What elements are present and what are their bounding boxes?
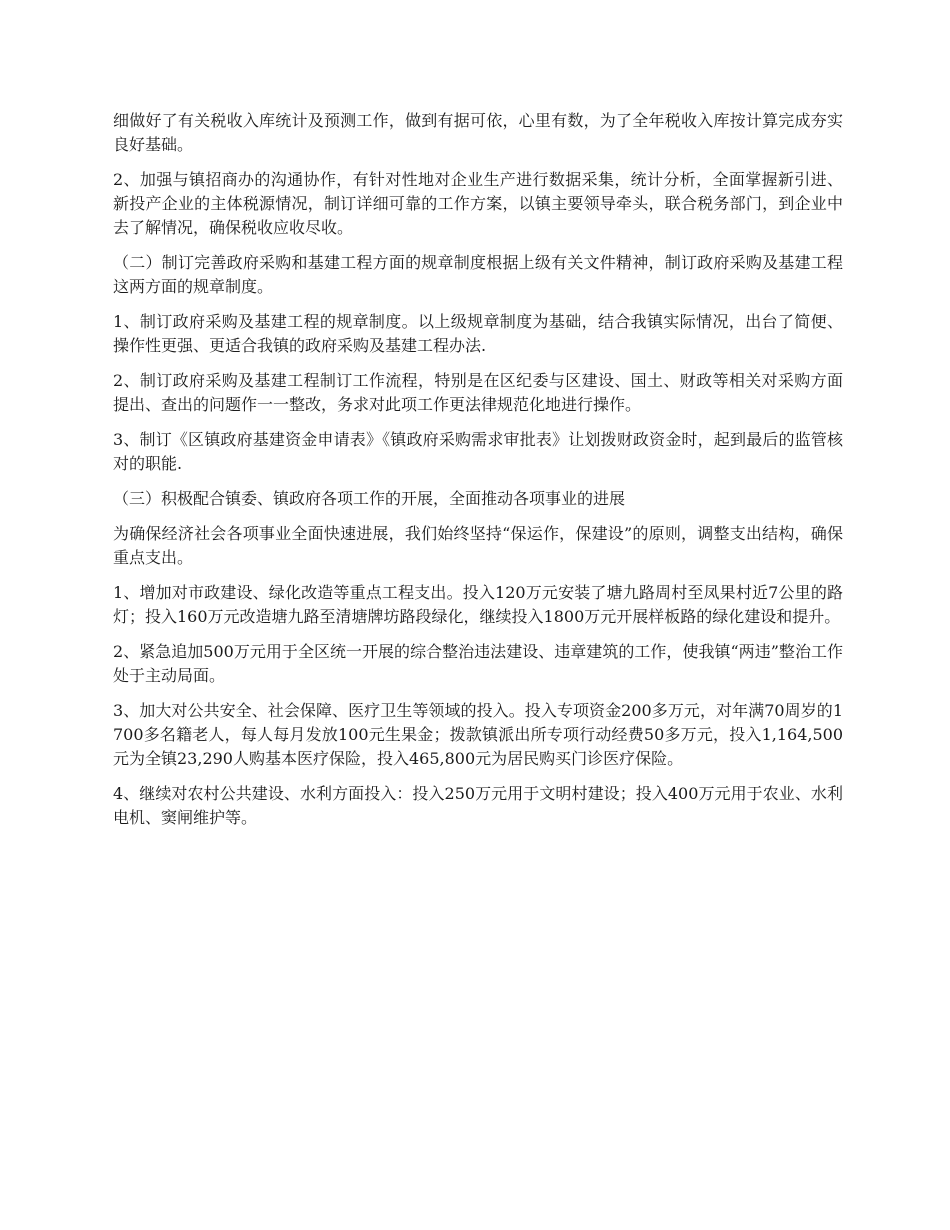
paragraph-municipal-construction: 1、增加对市政建设、绿化改造等重点工程支出。投入120万元安装了塘九路周村至凤果村近7公里的路灯；投入160万元改造塘九路至清塘牌坊路段绿化，继续投入1800万元开展样板路的绿化建设和提升。 <box>113 583 843 626</box>
section-heading-cooperation: （三）积极配合镇委、镇政府各项工作的开展，全面推动各项事业的进展 <box>113 489 626 508</box>
paragraph-approval-forms: 3、制订《区镇政府基建资金申请表》《镇政府采购需求审批表》让划拨财政资金时，起到最后的监管核对的职能. <box>113 430 843 473</box>
paragraph-spending-principle: 为确保经济社会各项事业全面快速进展，我们始终坚持“保运作，保建设”的原则，调整支出结构，确保重点支出。 <box>113 524 843 567</box>
paragraph-procurement-rules: 1、制订政府采购及基建工程的规章制度。以上级规章制度为基础，结合我镇实际情况，出台了简便、操作性更强、更适合我镇的政府采购及基建工程办法. <box>113 312 843 355</box>
paragraph-procurement-workflow: 2、制订政府采购及基建工程制订工作流程，特别是在区纪委与区建设、国土、财政等相关对采购方面提出、查出的问题作一一整改，务求对此项工作更法律规范化地进行操作。 <box>113 371 843 414</box>
document-body <box>113 109 843 841</box>
paragraph-investment-coordination: 2、加强与镇招商办的沟通协作，有针对性地对企业生产进行数据采集，统计分析，全面掌握新引进、新投产企业的主体税源情况，制订详细可靠的工作方案，以镇主要领导牵头，联合税务部门，到企业中去了解情况，确保税收应收尽收。 <box>113 170 843 237</box>
paragraph-rural-investment: 4、继续对农村公共建设、水利方面投入：投入250万元用于文明村建设；投入400万元用于农业、水利电机、窦闸维护等。 <box>113 784 843 827</box>
paragraph-public-safety: 3、加大对公共安全、社会保障、医疗卫生等领域的投入。投入专项资金200多万元，对年满70周岁的1700多名籍老人，每人每月发放100元生果金；拨款镇派出所专项行动经费50多万元，投入1,164,500元为全镇23,290人购基本医疗保险，投入465,800元为居民购买门诊医疗保险。 <box>113 701 843 768</box>
paragraph-tax-forecast: 细做好了有关税收入库统计及预测工作，做到有据可依，心里有数，为了全年税收入库按计算完成夯实良好基础。 <box>113 111 843 154</box>
paragraph-illegal-construction: 2、紧急追加500万元用于全区统一开展的综合整治违法建设、违章建筑的工作，使我镇“两违”整治工作处于主动局面。 <box>113 642 843 685</box>
section-heading-procurement-rules: （二）制订完善政府采购和基建工程方面的规章制度根据上级有关文件精神，制订政府采购及基建工程这两方面的规章制度。 <box>113 253 843 296</box>
